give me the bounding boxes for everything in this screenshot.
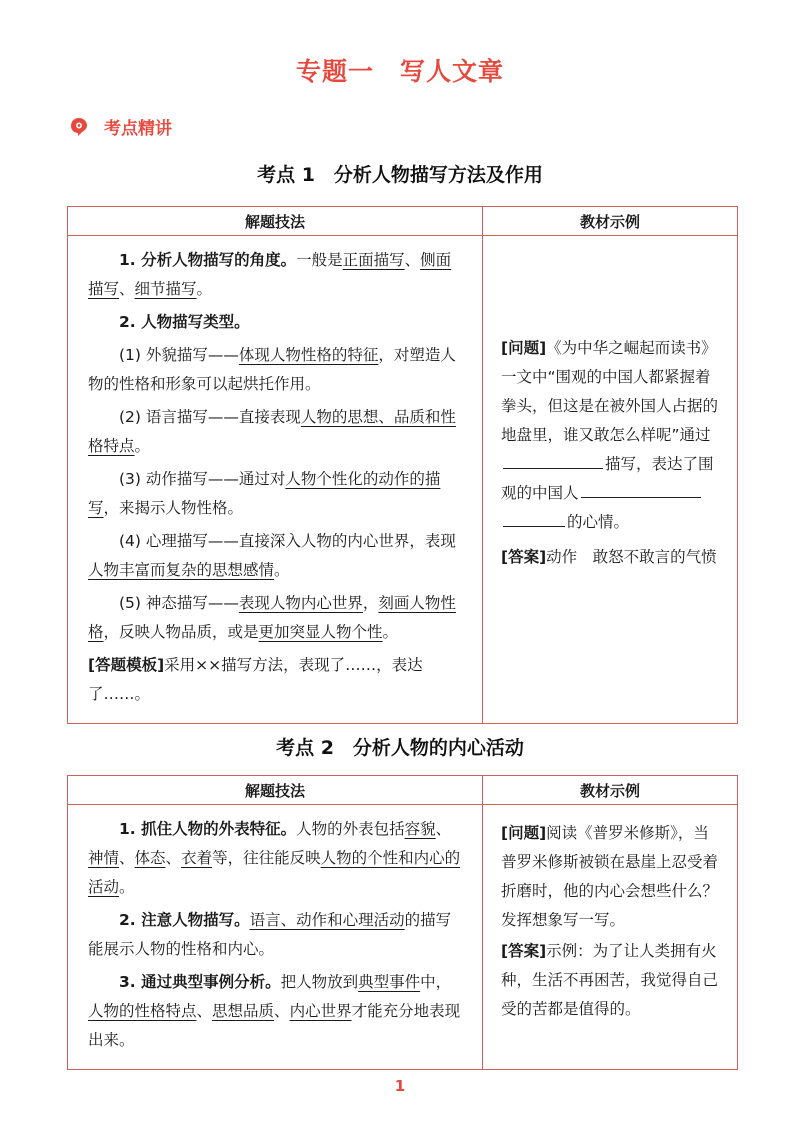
answer-blank xyxy=(581,496,701,498)
paragraph: 1. 分析人物描写的角度。一般是正面描写、侧面描写、细节描写。 xyxy=(88,251,452,298)
technique-cell xyxy=(68,805,483,1070)
paragraph: 3. 通过典型事例分析。把人物放到典型事件中，人物的性格特点、思想品质、内心世界才能充分地表现出来。 xyxy=(88,973,461,1049)
example-question: [问题]《为中华之崛起而读书》一文中“围观的中国人都紧握着拳头，但这是在被外国人占据的地盘里，谁又敢怎么样呢”通过描写，表达了围观的中国人的心情。 xyxy=(501,339,719,531)
key-point-icon xyxy=(68,116,90,138)
column-header-technique: 解题技法 xyxy=(68,207,483,236)
answer-blank xyxy=(503,467,603,469)
example-answer: [答案]示例：为了让人类拥有火种，生活不再困苦，我觉得自己受的苦都是值得的。 xyxy=(501,942,719,1018)
page-number: 1 xyxy=(394,1077,406,1095)
example-cell xyxy=(483,236,738,724)
answer-template: [答题模板]采用××描写方法，表现了……，表达了……。 xyxy=(88,656,423,703)
paragraph: 2. 注意人物描写。语言、动作和心理活动的描写能展示人物的性格和内心。 xyxy=(88,911,452,958)
paragraph: (4) 心理描写——直接深入人物的内心世界，表现人物丰富而复杂的思想感情。 xyxy=(88,532,456,579)
paragraph: 2. 人物描写类型。 xyxy=(119,313,250,331)
section-label: 考点精讲 xyxy=(104,119,172,139)
page-title: 专题一 写人文章 xyxy=(295,57,504,86)
point-2-title: 考点 2 分析人物的内心活动 xyxy=(276,737,524,759)
example-cell xyxy=(483,805,738,1070)
column-header-technique: 解题技法 xyxy=(68,776,483,805)
column-header-example: 教材示例 xyxy=(483,776,738,805)
answer-blank xyxy=(503,525,565,527)
section-header xyxy=(68,114,172,139)
paragraph: 1. 抓住人物的外表特征。人物的外表包括容貌、神情、体态、衣着等，往往能反映人物的个性和内心的活动。 xyxy=(88,820,461,896)
paragraph: (5) 神态描写——表现人物内心世界，刻画人物性格，反映人物品质，或是更加突显人物个性。 xyxy=(88,594,456,641)
point-1-table xyxy=(67,206,738,724)
point-2-table xyxy=(67,775,738,1070)
column-header-example: 教材示例 xyxy=(483,207,738,236)
example-question: [问题]阅读《普罗米修斯》，当普罗米修斯被锁在悬崖上忍受着折磨时，他的内心会想些什么？发挥想象写一写。 xyxy=(501,824,719,929)
paragraph: (1) 外貌描写——体现人物性格的特征，对塑造人物的性格和形象可以起烘托作用。 xyxy=(88,346,456,393)
paragraph: (2) 语言描写——直接表现人物的思想、品质和性格特点。 xyxy=(88,408,456,455)
paragraph: (3) 动作描写——通过对人物个性化的动作的描写，来揭示人物性格。 xyxy=(88,470,441,517)
point-1-title: 考点 1 分析人物描写方法及作用 xyxy=(257,164,543,186)
technique-cell xyxy=(68,236,483,724)
example-answer: [答案]动作 敢怒不敢言的气愤 xyxy=(501,548,717,566)
